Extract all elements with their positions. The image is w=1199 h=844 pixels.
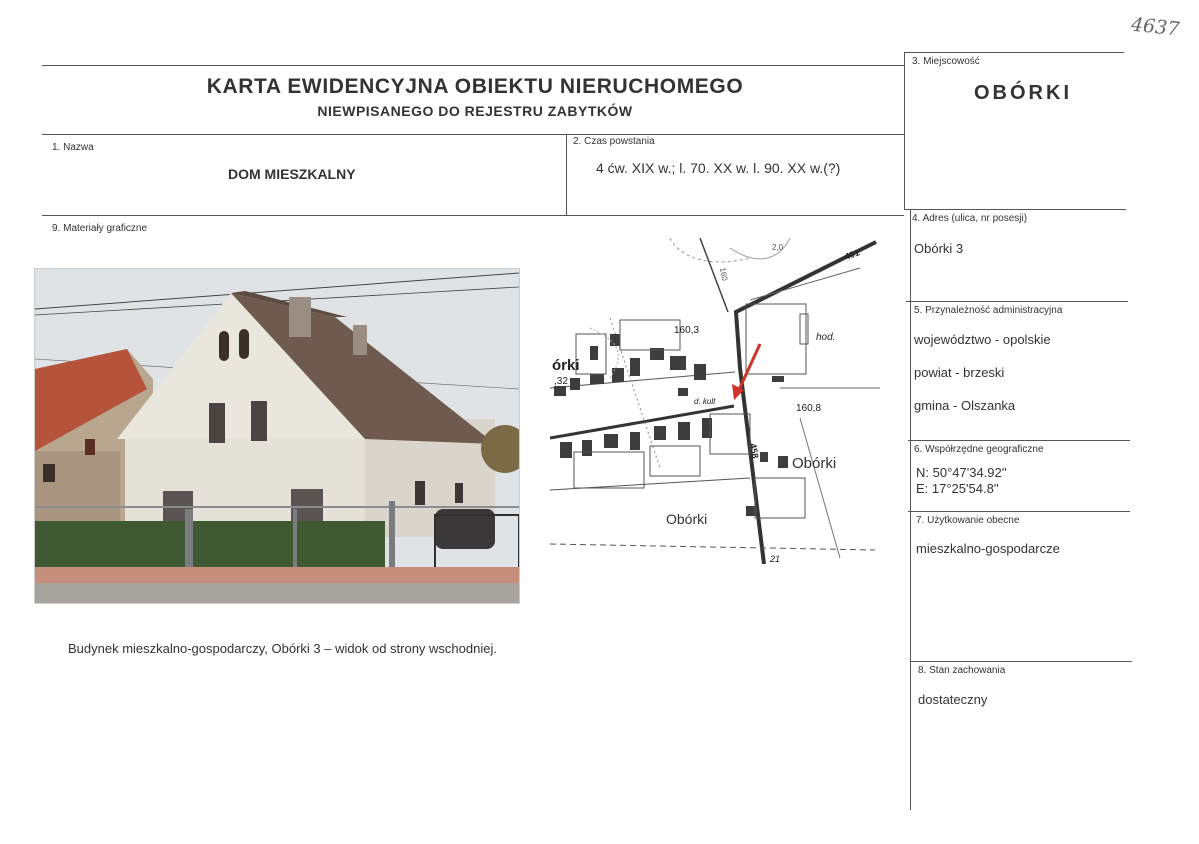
rule-3-4 [904,209,1126,210]
card-title: KARTA EWIDENCYJNA OBIEKTU NIERUCHOMEGO [206,75,744,98]
field-label-przynaleznosc: 5. Przynależność administracyjna [914,305,1063,316]
rule-7-8 [910,661,1132,662]
archive-number: 4637 [1129,13,1181,41]
map-label-oborki-west: órki [552,357,580,374]
field-label-stan: 8. Stan zachowania [918,665,1006,676]
location-map [550,238,880,564]
field-label-materialy: 9. Materiały graficzne [52,223,148,234]
map-label-160: 160 [718,266,730,282]
field-label-uzytkowanie: 7. Użytkowanie obecne [916,515,1020,526]
field-value-wojewodztwo: województwo - opolskie [914,332,1051,347]
map-label-458: 458 [748,442,761,460]
top-rule-right [904,52,1124,53]
map-label-oborki-east: Obórki [792,455,837,472]
field-value-lon: E: 17°25'54.8'' [916,481,999,496]
field-value-czas: 4 ćw. XIX w.; l. 70. XX w. l. 90. XX w.(?) [596,160,841,176]
row-bottom-rule [42,215,904,216]
field-value-stan: dostateczny [918,692,988,707]
top-rule [42,65,904,66]
field-value-lat: N: 50°47'34.92'' [916,465,1007,480]
rule-4-5 [906,301,1128,302]
title-bottom-rule [42,134,904,135]
map-label-dkult: d. kult [694,397,716,406]
rule-5-6 [908,440,1130,441]
field-value-adres: Obórki 3 [914,241,964,256]
map-label-32: ,32 [554,376,568,387]
field-value-uzytkowanie: mieszkalno-gospodarcze [916,541,1060,556]
map-label-hod: hod. [816,332,836,343]
field-value-gmina: gmina - Olszanka [914,398,1016,413]
map-label-21: 21 [770,554,781,564]
field-value-powiat: powiat - brzeski [914,365,1005,380]
field-value-miejscowosc: OBÓRKI [974,82,1072,104]
field-label-miejscowosc: 3. Miejscowość [912,56,980,67]
photo-caption: Budynek mieszkalno-gospodarczy, Obórki 3 – widok od strony wschodniej. [68,641,497,656]
field-label-adres: 4. Adres (ulica, nr posesji) [912,213,1028,224]
card-subtitle: NIEWPISANEGO DO REJESTRU ZABYTKÓW [317,103,633,119]
field-label-nazwa: 1. Nazwa [52,142,94,153]
map-label-oborki-south: Obórki [666,511,708,527]
map-label-1608: 160,8 [796,403,822,414]
map-label-401: 401 [843,247,861,262]
right-column-divider-lower [910,210,911,810]
house-photo [34,268,520,604]
field-label-czas: 2. Czas powstania [573,136,655,147]
map-label-1603: 160,3 [674,325,700,336]
map-label-20: 2,0 [772,243,784,252]
field-label-wspolrzedne: 6. Współrzędne geograficzne [914,444,1044,455]
rule-6-7 [908,511,1130,512]
field-value-nazwa: DOM MIESZKALNY [228,166,356,182]
name-time-divider [566,134,567,215]
